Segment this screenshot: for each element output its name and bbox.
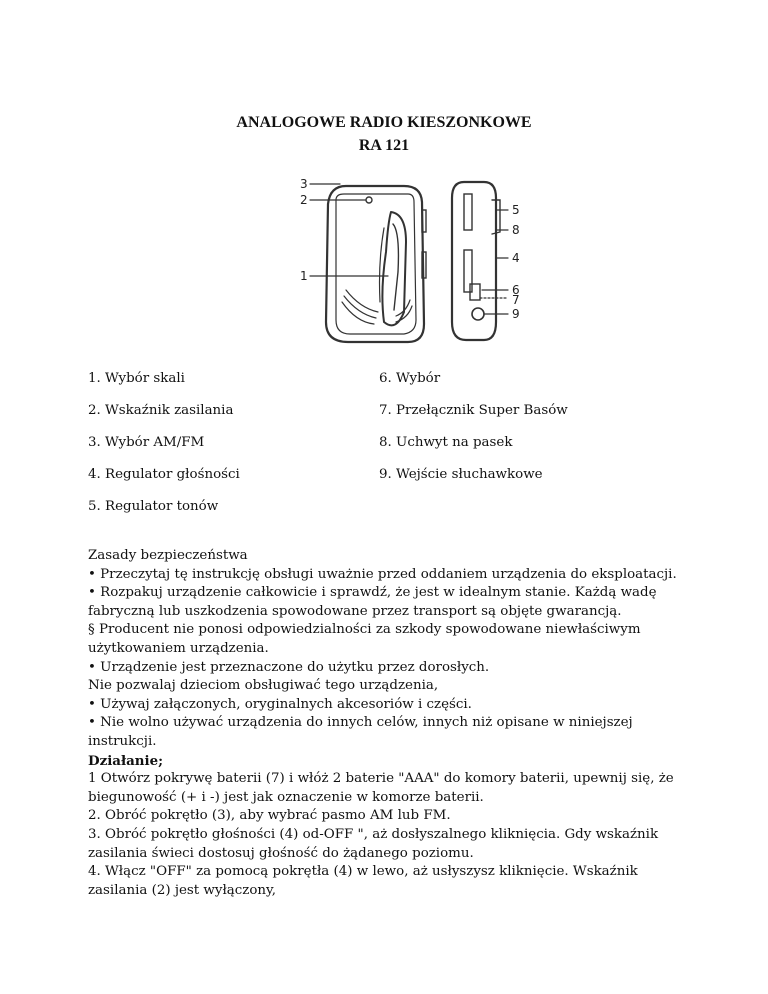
safety-heading: Zasady bezpieczeństwa [88, 548, 248, 563]
radio-diagram [296, 172, 536, 362]
operation-line: 2. Obróć pokrętło (3), aby wybrać pasmo AM lub FM. [88, 808, 451, 824]
safety-line: • Nie wolno używać urządzenia do innych celów, innych niż opisane w niniejszej [88, 715, 633, 731]
safety-line: fabryczną lub uszkodzenia spowodowane przez transport są objęte gwarancją. [88, 603, 622, 619]
part-item: 7. Przełącznik Super Basów [379, 403, 568, 418]
part-item: 1. Wybór skali [88, 371, 185, 386]
operation-line: zasilania świeci dostosuj głośność do żądanego poziomu. [88, 845, 474, 861]
operation-line: 1 Otwórz pokrywę baterii (7) i włóż 2 baterie "AAA" do komory baterii, upewnij się, że [88, 771, 674, 787]
headphone-jack [472, 308, 484, 320]
document-title: ANALOGOWE RADIO KIESZONKOWE [236, 114, 532, 131]
part-item: 8. Uchwyt na pasek [379, 435, 513, 450]
part-item: 5. Regulator tonów [88, 499, 219, 514]
radio-side-body [452, 182, 496, 340]
callout-9: 9 [512, 307, 520, 321]
safety-line: użytkowaniem urządzenia. [88, 640, 269, 656]
callout-1: 1 [300, 269, 308, 283]
part-item: 2. Wskaźnik zasilania [88, 403, 234, 418]
safety-line: § Producent nie ponosi odpowiedzialności za szkody spowodowane niewłaściwym [88, 622, 641, 638]
speaker-grille [342, 290, 412, 324]
operation-line: biegunowość (+ i -) jest jak oznaczenie w komorze baterii. [88, 789, 484, 805]
power-indicator-dot [366, 197, 372, 203]
part-item: 3. Wybór AM/FM [88, 435, 205, 450]
part-item: 6. Wybór [379, 371, 441, 386]
instructions-body [88, 547, 688, 900]
callout-7: 7 [512, 293, 520, 307]
operation-heading: Działanie; [88, 752, 164, 769]
safety-line: instrukcji. [88, 733, 157, 749]
callout-2: 2 [300, 193, 308, 207]
callout-4: 4 [512, 251, 520, 265]
operation-line: 3. Obróć pokrętło głośności (4) od-OFF ", aż dosłyszalnego kliknięcia. Gdy wskaźnik [88, 826, 659, 842]
part-item: 4. Regulator głośności [88, 467, 240, 482]
operation-line: 4. Włącz "OFF" za pomocą pokrętła (4) w lewo, aż usłyszysz kliknięcie. Wskaźnik [88, 864, 638, 880]
safety-line: • Rozpakuj urządzenie całkowicie i sprawdź, że jest w idealnym stanie. Każdą wadę [88, 585, 657, 601]
operation-line: zasilania (2) jest wyłączony, [88, 882, 277, 898]
radio-front-body [326, 186, 424, 342]
callout-8: 8 [512, 223, 520, 237]
safety-line: • Używaj załączonych, oryginalnych akcesoriów i części. [88, 696, 472, 712]
safety-line: Nie pozwalaj dzieciom obsługiwać tego urządzenia, [88, 678, 439, 694]
callout-3: 3 [300, 177, 308, 191]
part-item: 9. Wejście słuchawkowe [379, 467, 543, 482]
callout-5: 5 [512, 203, 520, 217]
safety-line: • Przeczytaj tę instrukcję obsługi uważnie przed oddaniem urządzenia do eksploatacji. [88, 566, 677, 582]
document-subtitle: RA 121 [358, 137, 410, 154]
safety-line: • Urządzenie jest przeznaczone do użytku przez dorosłych. [88, 659, 490, 675]
callout-6: 6 [512, 283, 520, 297]
